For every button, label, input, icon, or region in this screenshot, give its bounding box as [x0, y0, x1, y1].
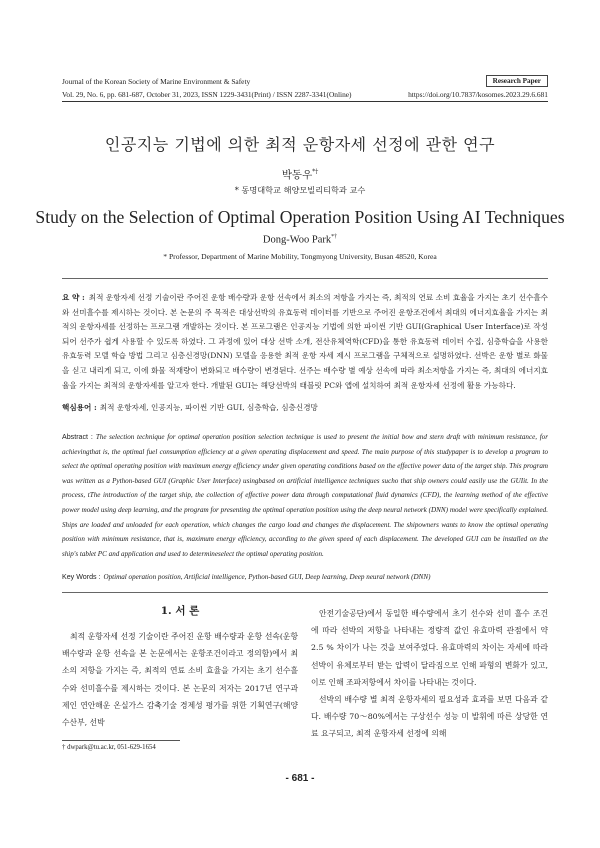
author-english: [0, 234, 600, 246]
keywords-divider: [62, 592, 548, 593]
doi-link[interactable]: https://doi.org/10.7837/kosomes.2023.29.6.681: [408, 90, 548, 99]
author-korean-name: 박동우: [281, 169, 313, 181]
abstract-divider: [62, 278, 548, 279]
page-number: - 681 -: [285, 773, 315, 784]
header-divider: [62, 101, 548, 102]
body-right-paragraph-2: 선박의 배수량 별 최적 운항자세의 필요성과 효과를 보면 다음과 같다. 배수량 70～80%에서는 구상선수 성능 미 발휘에 따른 상당한 연료 요구되고, 최적 운항자세 선정에 의해: [311, 695, 548, 739]
research-paper-badge: Research Paper: [486, 75, 548, 87]
abstract-korean-text: 최적 운항자세 선정 기술이란 주어진 운항 배수량과 운항 선속에서 최소의 저항을 가지는 즉, 최적의 연료 소비 효율을 가지는 초기 선수흘수와 선미흘수를 제시하는 것이다. 본 논문의 주 목적은 대상선박의 유효동력 데이터를 기반으로 주어진 운항조건에서 최대의 에너지효율을 가지는 최적의 운항자세를 선정하는 프로그램 개발하는 것이다. 본 프로그램은 인공지능 기법에 의한 파이썬 기반 GUI(Graphical User Interface)로 작성되어 선주가 쉽게 사용할 수 있도록 하였다. 그 과정에 있어 대상 선박 소개, 전산유체역학(CFD)을 통한 유효동력 데이터 수집, 심층학습을 사용한 유효동력 모델 학습 방법 그리고 심층신경망(DNN) 모델을 응용한 최적 운항 자세 제시 프로그램을 구체적으로 설명하였다. 선박은 운항 별로 화물을 싣고 내리게 되고, 이에 화물 적재량이 변화되고 배수량이 변경된다. 선주는 배수량 별 예상 선속에 따라 최소저항을 가지는 즉, 최대의 에너지효율을 가지는 최적의 운항자세를 알고자 한다. 개발된 GUI는 해당선박의 태블릿 PC와 앱에 설치하여 최적 운항자세 선정에 활용 가능하다.: [62, 293, 548, 390]
abstract-english-label: Abstract :: [62, 433, 93, 441]
keywords-english-text: Optimal operation position, Artificial intelligence, Python-based GUI, Deep learning, Deep neural network (DNN): [103, 573, 431, 581]
body-right-column: [311, 605, 548, 743]
author-english-name: Dong-Woo Park: [262, 234, 332, 246]
footnote: † dwpark@tu.ac.kr, 051-629-1654: [62, 744, 156, 751]
affiliation-korean: * 동명대학교 해양모빌리티학과 교수: [234, 185, 366, 195]
author-korean-mark: *†: [312, 168, 319, 176]
footnote-divider: [62, 740, 180, 741]
abstract-english-text: The selection technique for optimal operation position selection technique is used to present the initial bow and stern draft with minimum resistance, for achievingthat is, the optimal fuel consumption efficiency at a given operating displacement and speed. The main purpose of this studypaper is to develop a program to select the optimal operating position with maximum energy efficiency under given operating conditions based on the effective power data of the target ship. This program was written as a Python-based GUI (Graphic User Interface) usingbased on artificial intelligence techniques sucho that ship owners could easily use the GUIit. In the process, tThe introduction of the target ship, the collection of effective power data through computational fluid dynamics (CFD), the learning method of the effective power model using deep learning, and the program for presenting the optimal operation position using the deep neural network (DNN) model were specifically explained. Ships are loaded and unloaded for each operation, which changes the cargo load and changes the displacement. The shipowners wants to know the optimal operating position with minimum resistance, that is, maximum energy efficiency, according to the given speed of each displacement. The developed GUI can be installed on the ship's tablet PC and application and used to determineselect the optimal operating position.: [62, 433, 548, 558]
author-english-mark: *†: [331, 234, 338, 240]
body-right-paragraph-1: 안전기술공단)에서 동일한 배수량에서 초기 선수와 선미 흘수 조건에 따라 선박의 저항을 나타내는 정량적 값인 유효마력 관점에서 약 2.5 % 차이가 나는 것을 보여주었다. 유효마력의 차이는 자세에 따라 선박이 유체로부터 받는 압력이 달라짐으로 인해 파형의 변화가 있고, 이로 인해 조파저항에서 차이를 나타내는 것이다.: [311, 609, 548, 687]
section-title: 1. 서 론: [160, 605, 200, 617]
affiliation-english: * Professor, Department of Marine Mobility, Tongmyong University, Busan 48520, Korea: [163, 252, 437, 261]
abstract-korean: [62, 291, 548, 393]
journal-name: Journal of the Korean Society of Marine Environment & Safety: [62, 77, 251, 86]
keywords-korean-text: 최적 운항자세, 인공지능, 파이썬 기반 GUI, 심층학습, 심층신경망: [99, 403, 318, 412]
keywords-english: [62, 573, 548, 581]
keywords-english-label: Key Words :: [62, 573, 101, 581]
volume-line: Vol. 29, No. 6, pp. 681-687, October 31, 2023, ISSN 1229-3431(Print) / ISSN 2287-3341(Online): [62, 90, 352, 99]
title-english: Study on the Selection of Optimal Operation Position Using AI Techniques: [35, 207, 565, 227]
keywords-korean-label: 핵심용어 :: [62, 403, 97, 412]
keywords-korean: [62, 402, 548, 413]
author-korean: [0, 167, 600, 182]
title-korean: 인공지능 기법에 의한 최적 운항자세 선정에 관한 연구: [104, 135, 496, 154]
abstract-english: [62, 430, 548, 561]
abstract-korean-label: 요 약 :: [62, 293, 85, 302]
body-left-column: 최적 운항자세 선정 기술이란 주어진 운항 배수량과 운항 선속(운항 배수량과 운항 선속을 본 논문에서는 운항조건이라고 정의함)에서 최소의 저항을 가지는 즉, 최적의 연료 소비 효율을 가지는 초기 선수흘수와 선미흘수를 제시하는 것이다. 본 논문의 저자는 2017년 연구과제인 연안해운 온실가스 감축기술 경제성 평가를 위한 기획연구(해양수산부, 선박: [62, 632, 298, 728]
